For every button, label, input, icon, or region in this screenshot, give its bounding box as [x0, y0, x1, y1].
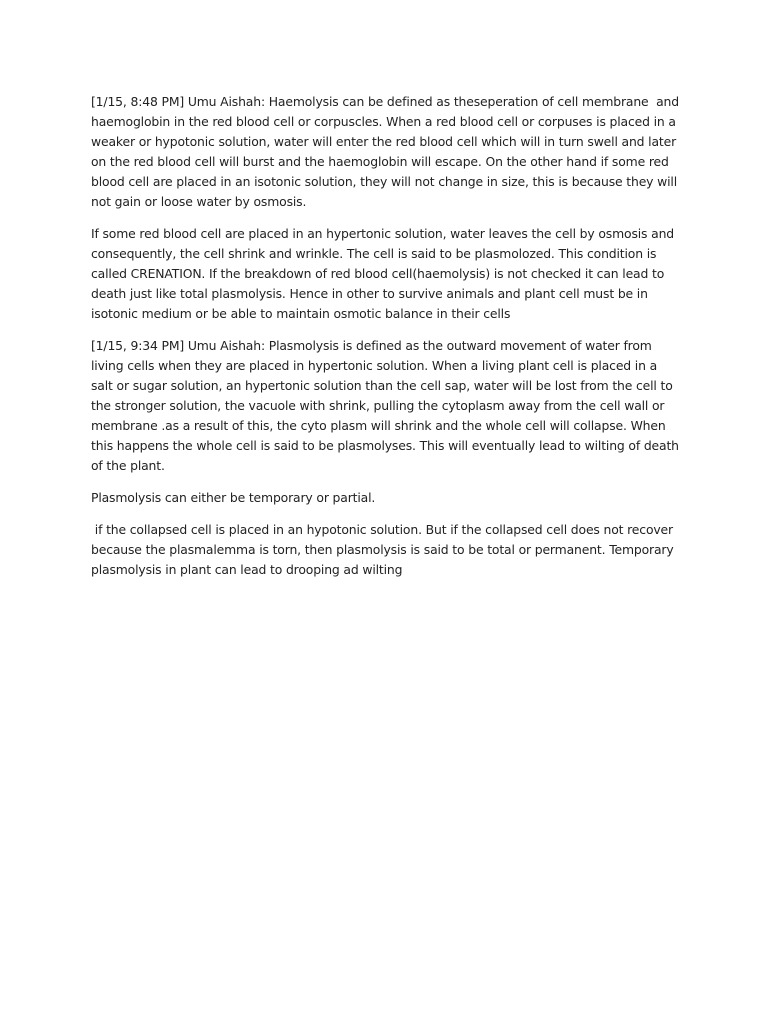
paragraph-hypertonic: If some red blood cell are placed in an hypertonic solution, water leaves the cell by osmosis and consequently, the cell shrink and wrinkle. The cell is said to be plasmolozed. This condition is called CRENATION. If the breakdown of red blood cell(haemolysis) is not checked it can lead to death just like total plasmolysis. Hence in other to survive animals and plant cell must be in isotonic medium or be able to maintain osmotic balance in their cells	[91, 226, 678, 321]
paragraph-haemolysis: [1/15, 8:48 PM] Umu Aishah: Haemolysis can be defined as theseperation of cell membrane and haemoglobin in the red blood cell or corpuscles. When a red blood cell or corpuses is placed in a weaker or hypotonic solution, water will enter the red blood cell which will in turn swell and later on the red blood cell will burst and the haemoglobin will escape. On the other hand if some red blood cell are placed in an isotonic solution, they will not change in size, this is because they will not gain or loose water by osmosis.	[91, 94, 683, 209]
paragraph-collapsed-cell: if the collapsed cell is placed in an hypotonic solution. But if the collapsed cell does not recover because the plasmalemma is torn, then plasmolysis is said to be total or permanent. Temporary plasmolysis in plant can lead to drooping ad wilting	[91, 522, 678, 577]
paragraph-plasmolysis-types: Plasmolysis can either be temporary or partial.	[91, 490, 376, 505]
paragraph-plasmolysis: [1/15, 9:34 PM] Umu Aishah: Plasmolysis is defined as the outward movement of water from living cells when they are placed in hypertonic solution. When a living plant cell is placed in a salt or sugar solution, an hypertonic solution than the cell sap, water will be lost from the cell to the stronger solution, the vacuole with shrink, pulling the cytoplasm away from the cell wall or membrane .as a result of this, the cyto plasm will shrink and the whole cell will collapse. When this happens the whole cell is said to be plasmolyses. This will eventually lead to wilting of death of the plant.	[91, 338, 683, 473]
document-body	[91, 92, 681, 592]
